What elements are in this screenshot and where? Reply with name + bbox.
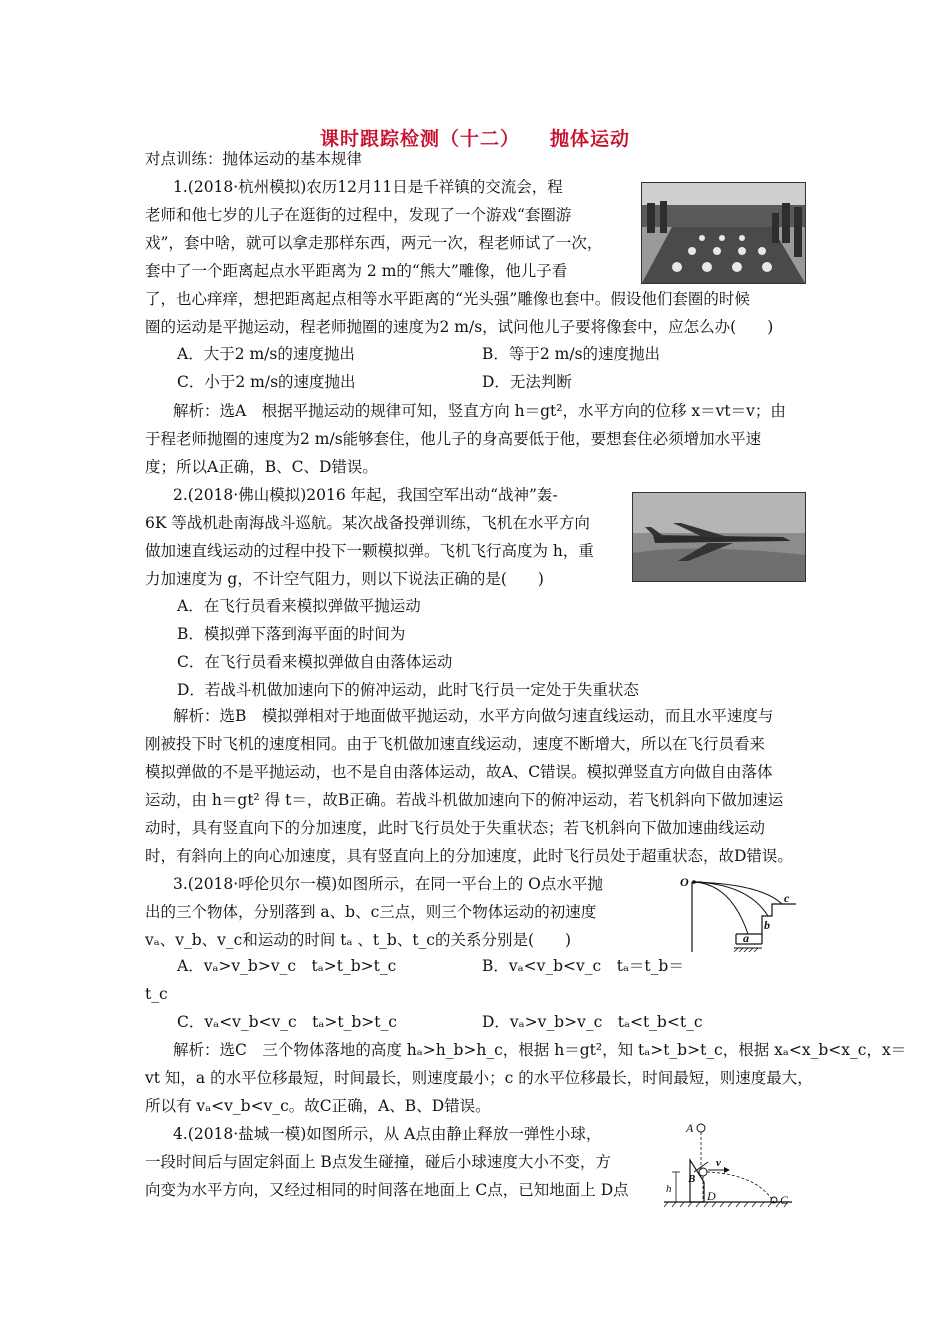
q4-line: 一段时间后与固定斜面上 B点发生碰撞，碰后小球速度大小不变，方 [145,1153,611,1171]
q3-analysis-line: vt 知，a 的水平位移最短，时间最长，则速度最小；c 的水平位移最长，时间最短，则速度最大， [145,1069,813,1087]
q1-analysis-line: 解析：选A 根据平抛运动的规律可知，竖直方向 h＝gt²，水平方向的位移 x＝vt＝v；由 [173,402,786,420]
section-heading: 对点训练：抛体运动的基本规律 [145,150,363,168]
q3-label-a: a [743,931,749,945]
bomber-photo [632,492,806,582]
q4-label-d: D [707,1189,716,1203]
q3-label-b: b [764,918,770,932]
q2-line: 力加速度为 g，不计空气阻力，则以下说法正确的是( ) [145,570,544,588]
q4-figure [656,1120,796,1220]
q1-option-b: B．等于2 m/s的速度抛出 [482,345,661,363]
q4-label-v: v [716,1157,721,1169]
q1-line: 套中了一个距离起点水平距离为 2 m的“熊大”雕像，他儿子看 [145,262,568,280]
q2-analysis-line: 动时，具有竖直向下的分加速度，此时飞行员处于失重状态；若飞机斜向下做加速曲线运动 [145,819,766,837]
q3-option-a: A．vₐ>v_b>v_c tₐ>t_b>t_c [177,957,397,975]
q1-line: 1.(2018·杭州模拟)农历12月11日是千祥镇的交流会，程 [173,178,563,196]
q2-line: 做加速直线运动的过程中投下一颗模拟弹。飞机飞行高度为 h，重 [145,542,594,560]
q2-option-a: A．在飞行员看来模拟弹做平抛运动 [177,597,421,615]
q1-analysis-line: 于程老师抛圈的速度为2 m/s能够套住，他儿子的身高要低于他，要想套住必须增加水平速 [145,430,762,448]
q3-analysis-line: 所以有 vₐ<v_b<v_c。故C正确，A、B、D错误。 [145,1097,491,1115]
q4-label-a: A [686,1121,694,1135]
q1-line: 了，也心痒痒，想把距离起点相等水平距离的“光头强”雕像也套中。假设他们套圈的时候 [145,290,750,308]
q2-analysis-line: 运动，由 h＝gt² 得 t＝，故B正确。若战斗机做加速向下的俯冲运动，若飞机斜向下做加速运 [145,791,784,809]
q2-option-b: B．模拟弹下落到海平面的时间为 [177,625,406,643]
q3-option-d: D．vₐ>v_b>v_c tₐ<t_b<t_c [482,1013,703,1031]
q3-option-b: B．vₐ<v_b<v_c tₐ＝t_b＝ [482,957,684,975]
q1-analysis-line: 度；所以A正确，B、C、D错误。 [145,458,378,476]
q2-option-d: D．若战斗机做加速向下的俯冲运动，此时飞行员一定处于失重状态 [177,681,639,699]
q3-label-c: c [784,891,790,905]
q3-option-c: C．vₐ<v_b<v_c tₐ>t_b>t_c [177,1013,397,1031]
ring-toss-photo [641,182,806,284]
q4-label-b: B [688,1173,696,1185]
q4-label-h: h [666,1183,672,1195]
title-topic: 抛体运动 [550,128,631,150]
q3-figure [676,872,806,958]
q3-line: 3.(2018·呼伦贝尔一模)如图所示，在同一平台上的 O点水平抛 [173,875,603,893]
q2-analysis-line: 时，有斜向上的向心加速度，具有竖直向上的分加速度，此时飞行员处于超重状态，故D错误。 [145,847,793,865]
q2-analysis-line: 解析：选B 模拟弹相对于地面做平抛运动，水平方向做匀速直线运动，而且水平速度与 [173,707,774,725]
q1-line: 圈的运动是平抛运动，程老师抛圈的速度为2 m/s，试问他儿子要将像套中，应怎么办( ) [145,318,774,336]
q3-line: vₐ、v_b、v_c和运动的时间 tₐ 、t_b、t_c的关系分别是( ) [145,931,572,949]
q2-analysis-line: 模拟弹做的不是平抛运动，也不是自由落体运动，故A、C错误。模拟弹竖直方向做自由落体 [145,763,773,781]
q2-line: 2.(2018·佛山模拟)2016 年起，我国空军出动“战神”轰- [173,486,558,504]
title-main: 课时跟踪检测（十二） [319,128,520,150]
q2-line: 6K 等战机赴南海战斗巡航。某次战备投弹训练，飞机在水平方向 [145,514,590,532]
page-title [0,124,950,151]
q1-line: 戏”，套中啥，就可以拿走那样东西，两元一次，程老师试了一次， [145,234,603,252]
q4-label-c: C [780,1193,789,1207]
q2-option-c: C．在飞行员看来模拟弹做自由落体运动 [177,653,453,671]
q3-option-b-continued: t_c [145,985,168,1003]
q1-option-c: C．小于2 m/s的速度抛出 [177,373,356,391]
q3-label-o: O [680,875,689,889]
q3-line: 出的三个物体，分别落到 a、b、c三点，则三个物体运动的初速度 [145,903,597,921]
q1-option-a: A．大于2 m/s的速度抛出 [177,345,355,363]
q4-line: 向变为水平方向，又经过相同的时间落在地面上 C点，已知地面上 D点 [145,1181,629,1199]
q2-analysis-line: 刚被投下时飞机的速度相同。由于飞机做加速直线运动，速度不断增大，所以在飞行员看来 [145,735,766,753]
q4-line: 4.(2018·盐城一模)如图所示，从 A点由静止释放一弹性小球， [173,1125,602,1143]
q1-line: 老师和他七岁的儿子在逛街的过程中，发现了一个游戏“套圈游 [145,206,572,224]
q3-analysis-line: 解析：选C 三个物体落地的高度 hₐ>h_b>h_c，根据 h＝gt²，知 tₐ>t_b>t_c，根据 xₐ<x_b<x_c，x＝ [173,1041,907,1059]
q1-option-d: D．无法判断 [482,373,572,391]
